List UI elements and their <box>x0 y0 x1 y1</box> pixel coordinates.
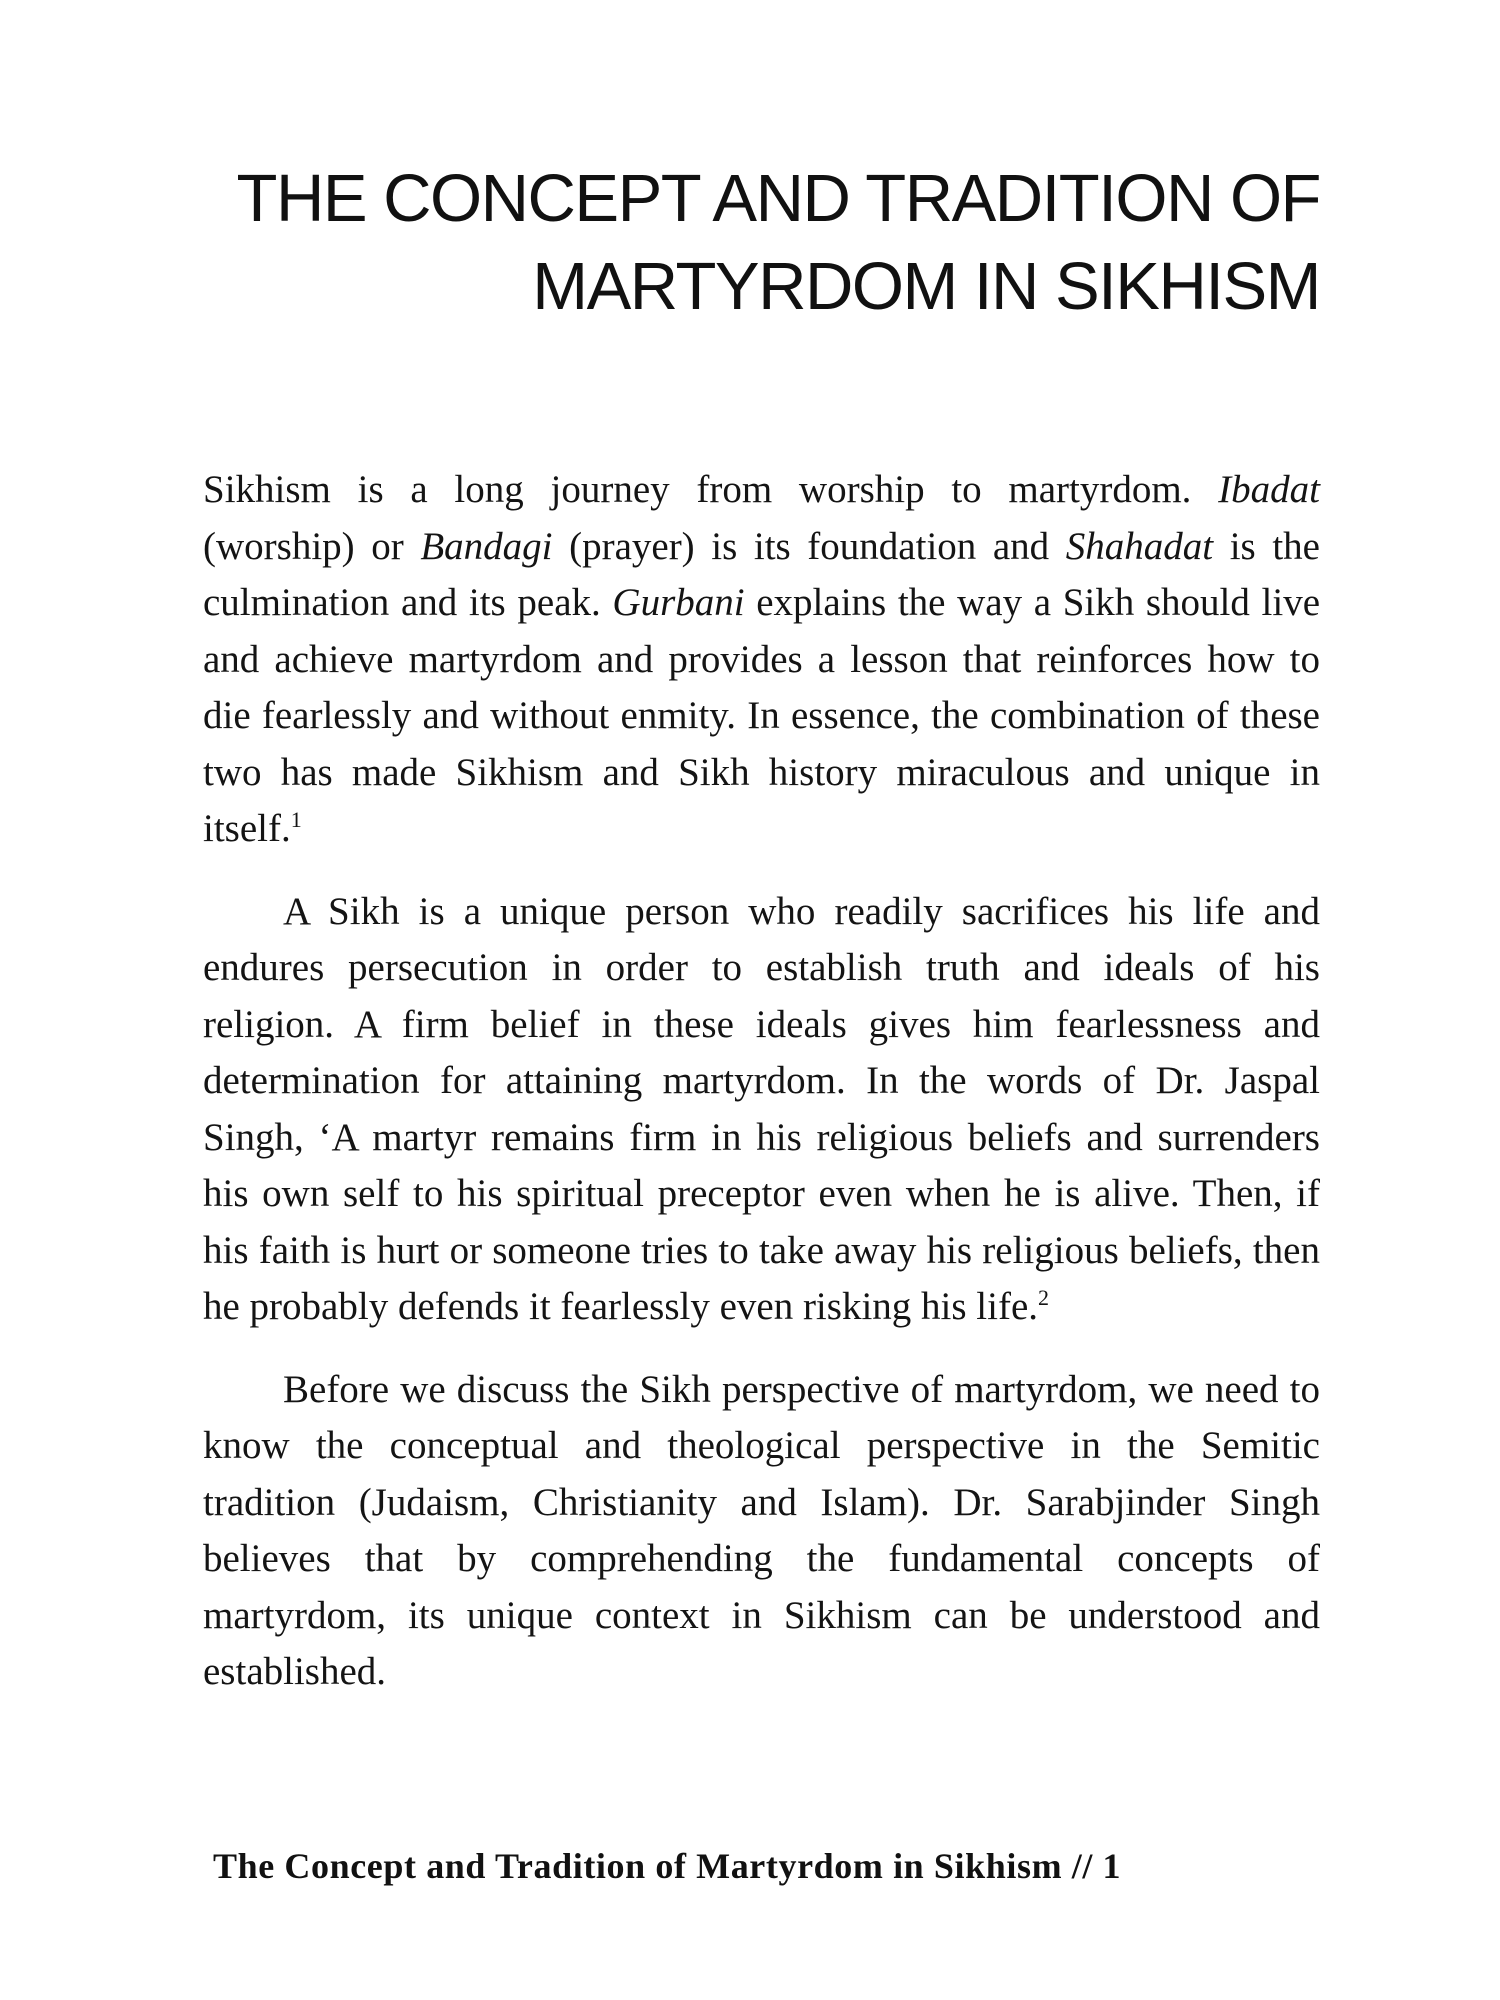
chapter-title <box>200 155 1320 331</box>
term-bandagi: Bandagi <box>420 524 553 568</box>
p1-text-3: (prayer) is its foundation and <box>552 524 1066 568</box>
body-text <box>203 462 1320 1727</box>
paragraph-2 <box>203 884 1320 1336</box>
footnote-ref-2: 2 <box>1038 1285 1050 1310</box>
term-ibadat: Ibadat <box>1218 468 1320 511</box>
p1-text-5: explains the way a Sikh should live and achieve martyrdom and provides a lesson that reinforces how to die fearlessly and without enmity. In essence, the combination of these two has made Sikhism and Sikh history miraculous and unique in itself. <box>203 581 1321 850</box>
p1-text-2: (worship) or <box>203 524 421 568</box>
term-shahadat: Shahadat <box>1065 524 1214 568</box>
chapter-title-line-2: MARTYRDOM IN SIKHISM <box>532 249 1320 324</box>
paragraph-1 <box>203 462 1320 858</box>
p2-text: A Sikh is a unique person who readily sacrifices his life and endures persecution in order to establish truth and ideals of his religion. A firm belief in these ideals gives him fearlessness and determination for attaining martyrdom. In the words of Dr. Jaspal Singh, ‘A martyr remains firm in his religious beliefs and surrenders his own self to his spiritual preceptor even when he is alive. Then, if his faith is hurt or someone tries to take away his religious beliefs, then he probably defends it fearlessly even risking his life. <box>203 889 1320 1328</box>
footnote-ref-1: 1 <box>290 807 302 832</box>
paragraph-3 <box>203 1362 1320 1701</box>
p1-text-4: is the culmination and its peak. <box>203 524 1320 624</box>
p3-text: Before we discuss the Sikh perspective of martyrdom, we need to know the conceptual and theological perspective in the Semitic tradition (Judaism, Christianity and Islam). Dr. Sarabjinder Singh believes that by comprehending the fundamental concepts of martyrdom, its unique context in Sikhism can be understood and established. <box>203 1367 1320 1693</box>
p1-text-1: Sikhism is a long journey from worship to martyrdom. <box>203 468 1219 511</box>
chapter-title-line-1: THE CONCEPT AND TRADITION OF <box>236 161 1320 236</box>
running-footer: The Concept and Tradition of Martyrdom in Sikhism // 1 <box>213 1846 1122 1886</box>
term-gurbani: Gurbani <box>612 581 745 624</box>
